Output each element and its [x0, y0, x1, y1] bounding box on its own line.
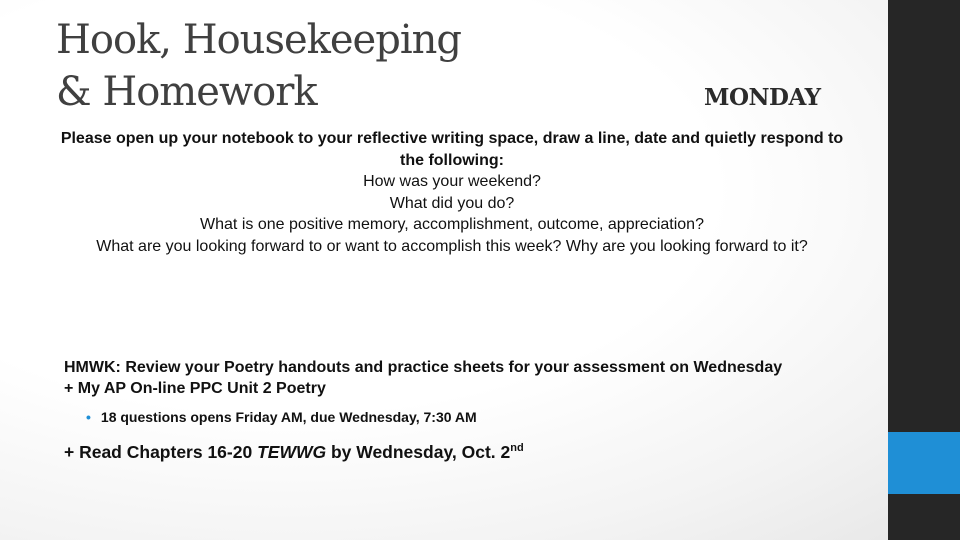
prompt-question: What are you looking forward to or want to accomplish this week? Why are you looking forward to it? [96, 237, 808, 255]
prompt-question: What is one positive memory, accomplishment, outcome, appreciation? [200, 216, 704, 233]
homework-bullet-text: 18 questions opens Friday AM, due Wednesday, 7:30 AM [100, 409, 477, 425]
prompt-question: How was your weekend? [363, 173, 541, 190]
homework-read-line [64, 438, 784, 463]
title-line-2: & Homework [56, 69, 317, 115]
accent-block [888, 432, 960, 494]
bullet-dot-icon: • [86, 409, 91, 425]
read-prefix: + Read Chapters 16-20 [64, 441, 258, 462]
prompt-block [60, 128, 844, 257]
title-line-1: Hook, Housekeeping [56, 17, 461, 63]
read-suffix: by Wednesday, Oct. 2 [326, 441, 511, 462]
day-label: MONDAY [704, 84, 821, 111]
slide-title [56, 14, 536, 118]
homework-bullet [64, 407, 784, 428]
prompt-lead: Please open up your notebook to your reflective writing space, draw a line, date and quietly respond to the following: [60, 130, 844, 169]
homework-block [64, 357, 784, 463]
read-book-title: TEWWG [257, 441, 327, 462]
read-ordinal-suffix: nd [510, 442, 524, 454]
homework-line-1: HMWK: Review your Poetry handouts and practice sheets for your assessment on Wednesday [64, 359, 783, 376]
prompt-question: What did you do? [389, 194, 515, 212]
homework-line-2: + My AP On-line PPC Unit 2 Poetry [64, 380, 326, 397]
